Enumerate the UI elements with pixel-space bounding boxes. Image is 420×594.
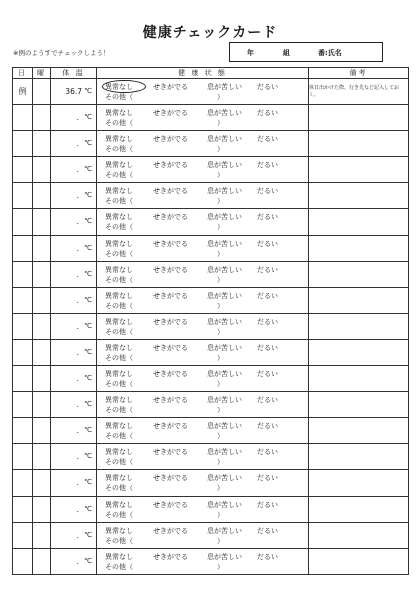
example-weekday	[33, 79, 51, 105]
weekday-cell[interactable]	[33, 470, 51, 496]
option-tired[interactable]: だるい	[257, 291, 278, 300]
remark-cell[interactable]	[309, 157, 409, 183]
option-tired[interactable]: だるい	[257, 187, 278, 196]
weekday-cell[interactable]	[33, 183, 51, 209]
option-cough[interactable]: せきがでる	[153, 343, 188, 352]
day-cell[interactable]	[13, 339, 33, 365]
class-label: 組	[283, 49, 290, 57]
example-temp-value: 36.7	[65, 87, 82, 96]
health-cell	[97, 418, 309, 444]
other-close: ）	[217, 536, 224, 545]
weekday-cell[interactable]	[33, 418, 51, 444]
weekday-cell[interactable]	[33, 235, 51, 261]
option-tired[interactable]: だるい	[257, 213, 278, 222]
name-box	[229, 42, 383, 62]
temp-cell[interactable]	[51, 366, 97, 392]
temp-decimal: .	[76, 400, 79, 410]
temp-cell[interactable]	[51, 235, 97, 261]
option-normal: 異常なし	[105, 83, 133, 91]
temp-header: 体 温	[51, 68, 97, 79]
other-close: ）	[217, 145, 224, 154]
temp-unit: ℃	[84, 374, 92, 383]
temp-unit: ℃	[84, 478, 92, 487]
option-normal[interactable]: 異常なし	[105, 526, 133, 535]
day-cell[interactable]	[13, 209, 33, 235]
option-cough[interactable]: せきがでる	[153, 526, 188, 535]
temp-unit: ℃	[84, 243, 92, 252]
health-cell	[97, 183, 309, 209]
option-tired[interactable]: だるい	[257, 552, 278, 561]
temp-decimal: .	[76, 139, 79, 149]
other-close: ）	[217, 353, 224, 362]
example-row	[13, 79, 409, 105]
day-cell[interactable]	[13, 548, 33, 574]
temp-decimal: .	[76, 191, 79, 201]
option-other: その他（	[105, 93, 133, 101]
temp-unit: ℃	[84, 347, 92, 356]
weekday-cell[interactable]	[33, 496, 51, 522]
example-health-cell	[97, 79, 309, 105]
temp-decimal: .	[76, 321, 79, 331]
option-cough[interactable]: せきがでる	[153, 422, 188, 431]
health-cell	[97, 392, 309, 418]
remark-cell[interactable]	[309, 131, 409, 157]
temp-cell[interactable]	[51, 157, 97, 183]
temp-cell[interactable]	[51, 548, 97, 574]
health-cell	[97, 287, 309, 313]
temp-unit: ℃	[84, 452, 92, 461]
weekday-cell[interactable]	[33, 392, 51, 418]
day-cell[interactable]	[13, 444, 33, 470]
option-cough[interactable]: せきがでる	[153, 500, 188, 509]
option-cough[interactable]: せきがでる	[153, 239, 188, 248]
temp-unit: ℃	[84, 400, 92, 409]
option-breath[interactable]: 息が苦しい	[207, 343, 242, 352]
option-normal[interactable]: 異常なし	[105, 448, 133, 457]
option-cough[interactable]: せきがでる	[153, 291, 188, 300]
temp-decimal: .	[76, 478, 79, 488]
day-cell[interactable]	[13, 105, 33, 131]
remark-cell[interactable]	[309, 183, 409, 209]
entry-row	[13, 261, 409, 287]
temp-decimal: .	[76, 217, 79, 227]
option-tired[interactable]: だるい	[257, 317, 278, 326]
option-other[interactable]: その他（	[105, 197, 133, 206]
day-header: 日	[13, 68, 33, 79]
option-other[interactable]: その他（	[105, 145, 133, 154]
other-close: ）	[217, 119, 224, 128]
option-normal[interactable]: 異常なし	[105, 239, 133, 248]
day-cell[interactable]	[13, 392, 33, 418]
option-breath[interactable]: 息が苦しい	[207, 422, 242, 431]
option-tired[interactable]: だるい	[257, 161, 278, 170]
option-normal[interactable]: 異常なし	[105, 370, 133, 379]
other-close: ）	[217, 301, 224, 310]
day-cell[interactable]	[13, 131, 33, 157]
health-cell	[97, 496, 309, 522]
temp-decimal: .	[76, 347, 79, 357]
option-tired[interactable]: だるい	[257, 265, 278, 274]
remark-cell[interactable]	[309, 366, 409, 392]
day-cell[interactable]	[13, 287, 33, 313]
option-tired[interactable]: だるい	[257, 526, 278, 535]
temp-decimal: .	[76, 269, 79, 279]
temp-unit: ℃	[84, 295, 92, 304]
other-close: ）	[217, 484, 224, 493]
option-cough[interactable]: せきがでる	[153, 265, 188, 274]
option-tired[interactable]: だるい	[257, 343, 278, 352]
weekday-header: 曜	[33, 68, 51, 79]
remark-cell[interactable]	[309, 392, 409, 418]
temp-unit: ℃	[84, 321, 92, 330]
health-cell	[97, 470, 309, 496]
option-other[interactable]: その他（	[105, 353, 133, 362]
other-close: ）	[217, 275, 224, 284]
other-close: ）	[217, 510, 224, 519]
temp-unit: ℃	[84, 269, 92, 278]
weekday-cell[interactable]	[33, 313, 51, 339]
health-cell	[97, 209, 309, 235]
temp-decimal: .	[76, 374, 79, 384]
option-normal[interactable]: 異常なし	[105, 500, 133, 509]
option-breath[interactable]: 息が苦しい	[207, 109, 242, 118]
temp-cell[interactable]	[51, 496, 97, 522]
option-breath[interactable]: 息が苦しい	[207, 265, 242, 274]
entry-row	[13, 470, 409, 496]
health-cell	[97, 261, 309, 287]
option-normal[interactable]: 異常なし	[105, 187, 133, 196]
entry-row	[13, 183, 409, 209]
option-tired[interactable]: だるい	[257, 474, 278, 483]
option-cough: せきがでる	[153, 83, 188, 91]
option-breath[interactable]: 息が苦しい	[207, 239, 242, 248]
entry-row	[13, 522, 409, 548]
other-close: ）	[217, 380, 224, 389]
option-tired[interactable]: だるい	[257, 500, 278, 509]
temp-decimal: .	[76, 452, 79, 462]
other-close: ）	[217, 432, 224, 441]
other-close: ）	[217, 327, 224, 336]
health-cell	[97, 548, 309, 574]
option-other[interactable]: その他（	[105, 301, 133, 310]
entry-row	[13, 548, 409, 574]
option-tired[interactable]: だるい	[257, 448, 278, 457]
entry-row	[13, 418, 409, 444]
temp-unit: ℃	[84, 217, 92, 226]
health-cell	[97, 235, 309, 261]
temp-cell[interactable]	[51, 418, 97, 444]
temp-unit: ℃	[84, 139, 92, 148]
day-cell[interactable]	[13, 418, 33, 444]
weekday-cell[interactable]	[33, 157, 51, 183]
temp-cell[interactable]	[51, 313, 97, 339]
option-other[interactable]: その他（	[105, 458, 133, 467]
other-close: ）	[217, 249, 224, 258]
health-cell	[97, 131, 309, 157]
remark-cell[interactable]	[309, 105, 409, 131]
temp-decimal: .	[76, 113, 79, 123]
other-close: ）	[217, 458, 224, 467]
option-breath[interactable]: 息が苦しい	[207, 291, 242, 300]
temp-cell[interactable]	[51, 287, 97, 313]
health-check-table	[12, 67, 409, 575]
temp-unit: ℃	[84, 504, 92, 513]
temp-unit: ℃	[84, 556, 92, 565]
health-header: 健 康 状 態	[97, 68, 309, 79]
day-cell[interactable]	[13, 470, 33, 496]
day-cell[interactable]	[13, 235, 33, 261]
option-other[interactable]: その他（	[105, 119, 133, 128]
temp-cell[interactable]	[51, 392, 97, 418]
entry-row	[13, 339, 409, 365]
remarks-header: 備考	[309, 68, 409, 79]
day-cell[interactable]	[13, 157, 33, 183]
entry-row	[13, 131, 409, 157]
remark-cell[interactable]	[309, 235, 409, 261]
option-breath[interactable]: 息が苦しい	[207, 552, 242, 561]
option-other[interactable]: その他（	[105, 327, 133, 336]
option-tired[interactable]: だるい	[257, 135, 278, 144]
temp-unit: ℃	[84, 113, 92, 122]
entry-row	[13, 235, 409, 261]
option-normal[interactable]: 異常なし	[105, 317, 133, 326]
option-tired[interactable]: だるい	[257, 396, 278, 405]
page-title: 健康チェックカード	[142, 25, 278, 41]
option-normal[interactable]: 異常なし	[105, 343, 133, 352]
remark-cell[interactable]	[309, 339, 409, 365]
option-other[interactable]: その他（	[105, 275, 133, 284]
option-breath[interactable]: 息が苦しい	[207, 500, 242, 509]
option-breath[interactable]: 息が苦しい	[207, 135, 242, 144]
health-cell	[97, 444, 309, 470]
option-cough[interactable]: せきがでる	[153, 317, 188, 326]
temp-cell[interactable]	[51, 209, 97, 235]
entry-row	[13, 313, 409, 339]
option-other[interactable]: その他（	[105, 380, 133, 389]
option-cough[interactable]: せきがでる	[153, 109, 188, 118]
option-breath[interactable]: 息が苦しい	[207, 161, 242, 170]
weekday-cell[interactable]	[33, 105, 51, 131]
option-tired[interactable]: だるい	[257, 239, 278, 248]
temp-unit: ℃	[84, 165, 92, 174]
health-cell	[97, 157, 309, 183]
health-cell	[97, 105, 309, 131]
temp-unit: ℃	[84, 87, 92, 95]
weekday-cell[interactable]	[33, 444, 51, 470]
option-breath[interactable]: 息が苦しい	[207, 526, 242, 535]
option-normal[interactable]: 異常なし	[105, 135, 133, 144]
option-other[interactable]: その他（	[105, 171, 133, 180]
option-cough[interactable]: せきがでる	[153, 448, 188, 457]
remark-cell[interactable]	[309, 209, 409, 235]
year-label: 年	[247, 49, 254, 57]
option-other[interactable]: その他（	[105, 406, 133, 415]
remark-cell[interactable]	[309, 313, 409, 339]
option-other[interactable]: その他（	[105, 249, 133, 258]
header-row	[13, 68, 409, 79]
entry-row	[13, 209, 409, 235]
temp-cell[interactable]	[51, 522, 97, 548]
entry-row	[13, 366, 409, 392]
option-breath[interactable]: 息が苦しい	[207, 213, 242, 222]
weekday-cell[interactable]	[33, 287, 51, 313]
remark-cell[interactable]	[309, 261, 409, 287]
health-cell	[97, 522, 309, 548]
option-cough[interactable]: せきがでる	[153, 552, 188, 561]
temp-decimal: .	[76, 556, 79, 566]
temp-decimal: .	[76, 426, 79, 436]
weekday-cell[interactable]	[33, 131, 51, 157]
temp-decimal: .	[76, 295, 79, 305]
temp-cell[interactable]	[51, 339, 97, 365]
other-close: ）	[217, 223, 224, 232]
option-normal[interactable]: 異常なし	[105, 265, 133, 274]
option-cough[interactable]: せきがでる	[153, 213, 188, 222]
other-close: ）	[217, 562, 224, 571]
option-cough[interactable]: せきがでる	[153, 161, 188, 170]
option-normal[interactable]: 異常なし	[105, 161, 133, 170]
day-cell[interactable]	[13, 183, 33, 209]
day-cell[interactable]	[13, 313, 33, 339]
weekday-cell[interactable]	[33, 339, 51, 365]
temp-cell[interactable]	[51, 261, 97, 287]
temp-decimal: .	[76, 504, 79, 514]
entry-row	[13, 444, 409, 470]
remark-cell[interactable]	[309, 287, 409, 313]
weekday-cell[interactable]	[33, 366, 51, 392]
option-cough[interactable]: せきがでる	[153, 474, 188, 483]
option-normal[interactable]: 異常なし	[105, 474, 133, 483]
option-cough[interactable]: せきがでる	[153, 135, 188, 144]
option-breath[interactable]: 息が苦しい	[207, 396, 242, 405]
temp-unit: ℃	[84, 530, 92, 539]
remark-cell[interactable]	[309, 548, 409, 574]
option-other[interactable]: その他（	[105, 562, 133, 571]
option-other[interactable]: その他（	[105, 536, 133, 545]
option-other[interactable]: その他（	[105, 510, 133, 519]
option-cough[interactable]: せきがでる	[153, 396, 188, 405]
option-breath[interactable]: 息が苦しい	[207, 187, 242, 196]
entry-row	[13, 157, 409, 183]
option-breath[interactable]: 息が苦しい	[207, 370, 242, 379]
option-normal[interactable]: 異常なし	[105, 552, 133, 561]
option-breath[interactable]: 息が苦しい	[207, 474, 242, 483]
remark-cell[interactable]	[309, 418, 409, 444]
option-tired[interactable]: だるい	[257, 109, 278, 118]
weekday-cell[interactable]	[33, 209, 51, 235]
example-temp-cell	[51, 79, 97, 105]
entry-row	[13, 392, 409, 418]
other-close: ）	[217, 197, 224, 206]
entry-row	[13, 287, 409, 313]
temp-decimal: .	[76, 165, 79, 175]
day-cell[interactable]	[13, 496, 33, 522]
instruction-text: ※例のようすでチェックしよう！	[13, 49, 110, 57]
health-cell	[97, 313, 309, 339]
example-day: 例	[13, 79, 33, 105]
temp-cell[interactable]	[51, 183, 97, 209]
temp-decimal: .	[76, 243, 79, 253]
entry-row	[13, 496, 409, 522]
option-tired: だるい	[257, 83, 278, 91]
temp-unit: ℃	[84, 191, 92, 200]
remark-cell[interactable]	[309, 444, 409, 470]
temp-cell[interactable]	[51, 444, 97, 470]
day-cell[interactable]	[13, 261, 33, 287]
option-breath[interactable]: 息が苦しい	[207, 317, 242, 326]
temp-cell[interactable]	[51, 131, 97, 157]
day-cell[interactable]	[13, 366, 33, 392]
other-close: ）	[217, 406, 224, 415]
remark-cell[interactable]	[309, 522, 409, 548]
option-cough[interactable]: せきがでる	[153, 187, 188, 196]
option-normal[interactable]: 異常なし	[105, 213, 133, 222]
other-close: ）	[217, 171, 224, 180]
temp-cell[interactable]	[51, 470, 97, 496]
option-other[interactable]: その他（	[105, 432, 133, 441]
temp-cell[interactable]	[51, 105, 97, 131]
temp-decimal: .	[76, 530, 79, 540]
remark-cell[interactable]	[309, 496, 409, 522]
option-normal[interactable]: 異常なし	[105, 396, 133, 405]
remark-cell[interactable]	[309, 470, 409, 496]
option-breath[interactable]: 息が苦しい	[207, 448, 242, 457]
option-tired[interactable]: だるい	[257, 422, 278, 431]
number-name-label: 番:氏名	[318, 49, 342, 57]
option-breath: 息が苦しい	[207, 83, 242, 91]
option-normal[interactable]: 異常なし	[105, 291, 133, 300]
weekday-cell[interactable]	[33, 548, 51, 574]
option-tired[interactable]: だるい	[257, 370, 278, 379]
option-normal[interactable]: 異常なし	[105, 422, 133, 431]
option-cough[interactable]: せきがでる	[153, 370, 188, 379]
option-other[interactable]: その他（	[105, 484, 133, 493]
health-cell	[97, 339, 309, 365]
example-remark: 休日出かけた際、行き先など記入しておく。	[309, 79, 409, 105]
option-normal[interactable]: 異常なし	[105, 109, 133, 118]
weekday-cell[interactable]	[33, 261, 51, 287]
day-cell[interactable]	[13, 522, 33, 548]
entry-row	[13, 105, 409, 131]
weekday-cell[interactable]	[33, 522, 51, 548]
option-other[interactable]: その他（	[105, 223, 133, 232]
temp-unit: ℃	[84, 426, 92, 435]
health-cell	[97, 366, 309, 392]
other-close: ）	[217, 93, 224, 101]
